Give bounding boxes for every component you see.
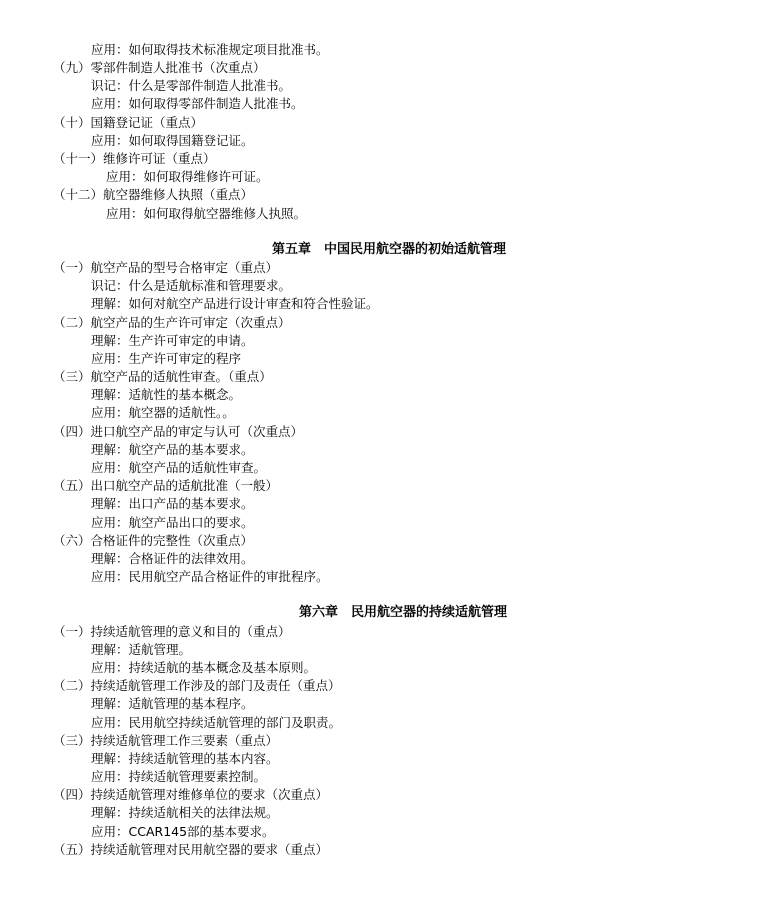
section-heading: （十二）航空器维修人执照（重点） xyxy=(53,187,254,202)
section-heading: （十）国籍登记证（重点） xyxy=(53,115,204,130)
text-line: 理解：如何对航空产品进行设计审查和符合性验证。 xyxy=(91,296,379,311)
text-line: 应用：民用航空产品合格证件的审批程序。 xyxy=(91,569,329,584)
text-line: 应用：CCAR145部的基本要求。 xyxy=(91,824,275,839)
text-line: 应用：生产许可审定的程序 xyxy=(91,351,242,366)
text-line: 理解：适航性的基本概念。 xyxy=(91,387,242,402)
section-heading: （二）持续适航管理工作涉及的部门及责任（重点） xyxy=(53,678,341,693)
text-line: 理解：持续适航相关的法律法规。 xyxy=(91,805,279,820)
chapter-title: 第六章 民用航空器的持续适航管理 xyxy=(299,605,508,620)
text-line: 应用：航空产品的适航性审查。 xyxy=(91,460,267,475)
section-heading: （十一）维修许可证（重点） xyxy=(53,151,216,166)
text-line: 应用：如何取得技术标准规定项目批准书。 xyxy=(91,42,329,57)
section-heading: （一）航空产品的型号合格审定（重点） xyxy=(53,260,279,275)
section-heading: （三）持续适航管理工作三要素（重点） xyxy=(53,733,279,748)
text-line: 理解：出口产品的基本要求。 xyxy=(91,496,254,511)
text-line: 理解：航空产品的基本要求。 xyxy=(91,442,254,457)
section-heading: （九）零部件制造人批准书（次重点） xyxy=(53,60,266,75)
text-line: 应用：如何取得维修许可证。 xyxy=(106,169,269,184)
text-line: 应用：持续适航管理要素控制。 xyxy=(91,769,267,784)
section-heading: （六）合格证件的完整性（次重点） xyxy=(53,533,254,548)
section-heading: （五）持续适航管理对民用航空器的要求（重点） xyxy=(53,842,329,857)
chapter-title: 第五章 中国民用航空器的初始适航管理 xyxy=(272,242,507,257)
section-heading: （五）出口航空产品的适航批准（一般） xyxy=(53,478,279,493)
text-line: 理解：适航管理的基本程序。 xyxy=(91,696,254,711)
text-line: 应用：航空产品出口的要求。 xyxy=(91,515,254,530)
text-line: 应用：民用航空持续适航管理的部门及职责。 xyxy=(91,715,342,730)
text-line: 识记：什么是适航标准和管理要求。 xyxy=(91,278,292,293)
text-line: 应用：如何取得国籍登记证。 xyxy=(91,133,254,148)
section-heading: （三）航空产品的适航性审查。（重点） xyxy=(53,369,272,384)
text-line: 应用：如何取得零部件制造人批准书。 xyxy=(91,96,304,111)
section-heading: （四）进口航空产品的审定与认可（次重点） xyxy=(53,424,304,439)
text-line: 应用：航空器的适航性。。 xyxy=(91,405,235,420)
text-line: 应用：如何取得航空器维修人执照。 xyxy=(106,206,307,221)
text-line: 理解：生产许可审定的申请。 xyxy=(91,333,254,348)
text-line: 理解：适航管理。 xyxy=(91,642,192,657)
text-line: 理解：持续适航管理的基本内容。 xyxy=(91,751,279,766)
text-line: 理解：合格证件的法律效用。 xyxy=(91,551,254,566)
text-line: 识记：什么是零部件制造人批准书。 xyxy=(91,78,292,93)
section-heading: （一）持续适航管理的意义和目的（重点） xyxy=(53,624,291,639)
section-heading: （四）持续适航管理对维修单位的要求（次重点） xyxy=(53,787,329,802)
text-line: 应用：持续适航的基本概念及基本原则。 xyxy=(91,660,317,675)
section-heading: （二）航空产品的生产许可审定（次重点） xyxy=(53,315,291,330)
